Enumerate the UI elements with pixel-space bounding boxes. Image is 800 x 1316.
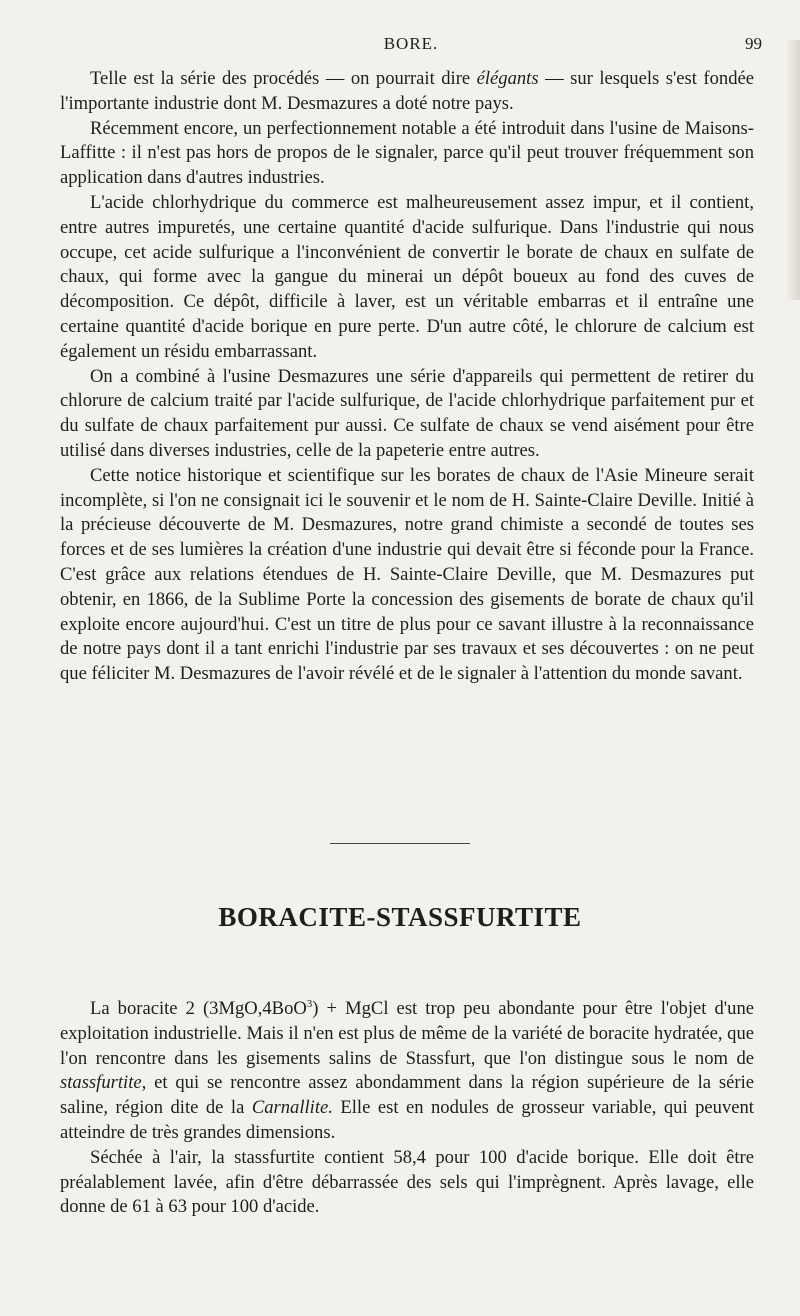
paragraph: L'acide chlorhydrique du commerce est malheureusement assez impur, et il contient, entre autres impuretés, une certaine quantité d'acide sulfurique. Dans l'industrie qui nous occupe, cet acide sulfurique a l'inconvénient de convertir le borate de chaux en sulfate de chaux, qui forme avec la gangue du minerai un dépôt boueux au fond des cuves de décomposition. Ce dépôt, difficile à laver, est un véritable embarras et il entraîne une certaine quantité d'acide borique en pure perte. D'un autre côté, le chlorure de calcium est également un résidu embarrassant. [60, 191, 754, 362]
body-text-bottom [60, 997, 754, 1220]
paragraph: Séchée à l'air, la stassfurtite contient 58,4 pour 100 d'acide borique. Elle doit être préalablement lavée, afin d'être débarrassée des sels qui l'imprègnent. Après lavage, elle donne de 61 à 63 pour 100 d'acide. [60, 1146, 754, 1218]
running-title: BORE. [383, 34, 439, 53]
emphasis-text: élégants [476, 68, 539, 89]
body-text-top [60, 67, 754, 687]
superscript: 3 [306, 997, 313, 1010]
section-title: BORACITE-STASSFURTITE [218, 902, 582, 932]
page-edge-shadow [786, 40, 800, 300]
paragraph-text: Telle est la série des procédés — on pourrait dire [90, 68, 477, 89]
paragraph: On a combiné à l'usine Desmazures une série d'appareils qui permettent de retirer du chlorure de calcium traité par l'acide sulfurique, de l'acide chlorhydrique parfaitement pur et du sulfate de chaux parfaitement pur aussi. Ce sulfate de chaux se vend aisément pour être utilisé dans diverses industries, celle de la papeterie entre autres. [60, 365, 754, 461]
paragraph [60, 997, 754, 1146]
paragraph: Cette notice historique et scientifique sur les borates de chaux de l'Asie Mineure serait incomplète, si l'on ne consignait ici le souvenir et le nom de H. Sainte-Claire Deville. Initié à la précieuse découverte de M. Desmazures, notre grand chimiste a secondé de toutes ses forces et de ses lumières la création d'une industrie qui devait être si féconde pour la France. C'est grâce aux relations étendues de H. Sainte-Claire Deville, que M. Desmazures put obtenir, en 1866, de la Sublime Porte la concession des gisements de borate de chaux qu'il exploite encore aujourd'hui. C'est un titre de plus pour ce savant illustre à la reconnaissance de notre pays dont il a tant enrichi l'industrie par ses travaux et ses découvertes : on ne peut que féliciter M. Desmazures de l'avoir révélé et de le signaler à l'attention du monde savant. [60, 464, 754, 685]
section-divider [330, 843, 470, 844]
paragraph-text: et qui se rencontre assez abondamment dans la région supérieure de la série saline, région dite de la [60, 1072, 754, 1119]
page-number: 99 [745, 34, 762, 53]
paragraph [60, 67, 754, 117]
paragraph: Récemment encore, un perfectionnement notable a été introduit dans l'usine de Maisons-Laffitte : il n'est pas hors de propos de le signaler, parce qu'il peut trouver fréquemment son application dans d'autres industries. [60, 117, 754, 189]
paragraph-text: La boracite 2 (3MgO,4BoO [90, 998, 307, 1019]
paragraph-text: Elle est en nodules de grosseur variable, qui peuvent atteindre de très grandes dimensions. [60, 1097, 754, 1143]
emphasis-text: stassfurtite, [60, 1072, 147, 1094]
paragraph-text: ) + MgCl est trop peu abondante pour être l'objet d'une exploitation industrielle. Mais il n'en est plus de même de la variété de boracite hydratée, que l'on rencontre dans les gisements salins de Stassfurt, que l'on distingue sous le nom de [60, 998, 754, 1069]
page-header [60, 34, 762, 58]
paragraph-text: — sur lesquels s'est fondée l'importante industrie dont M. Desmazures a doté notre pays. [60, 68, 755, 114]
emphasis-text: Carnallite. [251, 1097, 333, 1119]
